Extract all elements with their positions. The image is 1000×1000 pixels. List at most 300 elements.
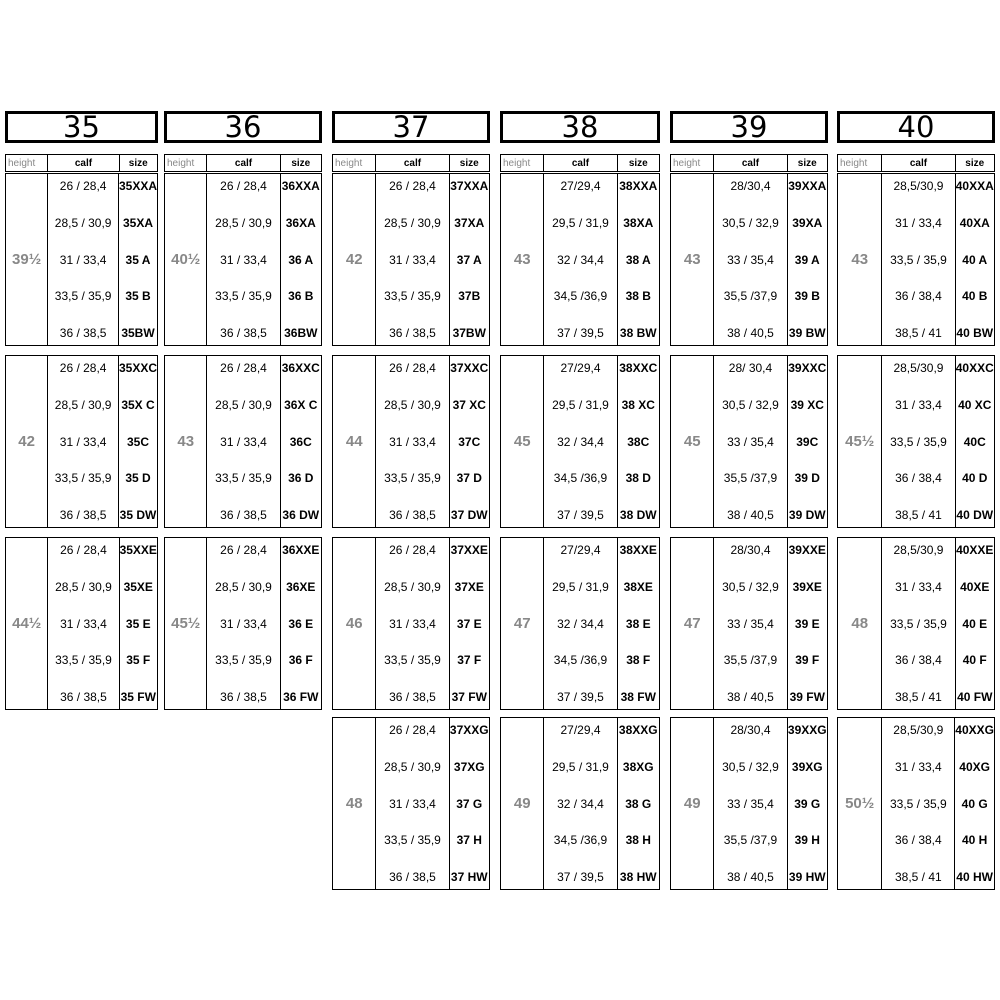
- height-value: 43: [513, 251, 531, 268]
- size-value: 37 G: [456, 796, 483, 811]
- calf-value: 30,5 / 32,9: [722, 215, 779, 230]
- size-list: [617, 718, 659, 889]
- calf-value: 31 / 33,4: [894, 759, 942, 774]
- size-value: 37 D: [456, 471, 482, 486]
- size-list: [787, 718, 827, 889]
- size-list: [787, 538, 827, 709]
- calf-value: 28,5 / 30,9: [384, 579, 441, 594]
- height-value: 46: [345, 615, 363, 632]
- calf-value: 28,5 / 30,9: [54, 215, 112, 230]
- size-value: 35C: [126, 434, 149, 449]
- size-block: [332, 173, 490, 346]
- size-list: [119, 538, 158, 709]
- calf-value: 31 / 33,4: [59, 252, 107, 267]
- calf-value: 29,5 / 31,9: [552, 215, 609, 230]
- calf-value: 26 / 28,4: [220, 179, 267, 193]
- size-value: 36 F: [288, 653, 313, 668]
- height-value: 47: [513, 615, 531, 632]
- size-value: 39XE: [792, 579, 822, 594]
- calf-value: 33,5 / 35,9: [215, 471, 272, 486]
- size-value: 38 XC: [621, 397, 655, 412]
- size-value: 36 A: [288, 252, 314, 267]
- size-value: 37C: [458, 434, 481, 449]
- size-value: 35 FW: [120, 690, 156, 704]
- size-block: [670, 537, 828, 710]
- size-block: [500, 717, 660, 890]
- size-value: 35 B: [125, 289, 151, 304]
- calf-value: 36 / 38,4: [895, 653, 942, 668]
- size-block: [164, 537, 322, 710]
- calf-value: 30,5 / 32,9: [722, 397, 779, 412]
- calf-value: 31 / 33,4: [389, 252, 436, 267]
- size-value: 38XXG: [618, 723, 658, 737]
- size-block: [5, 537, 158, 710]
- size-list: [280, 174, 321, 345]
- height-value: 44½: [12, 615, 42, 632]
- size-value: 39XXA: [788, 179, 827, 193]
- calf-list: [375, 174, 448, 345]
- size-value: 39 FW: [789, 690, 825, 704]
- calf-value: 38,5 / 41: [895, 508, 942, 522]
- calf-value: 38 / 40,5: [727, 870, 774, 884]
- height-value: 48: [345, 795, 363, 812]
- calf-value: 33,5 / 35,9: [215, 289, 272, 304]
- size-value: 38 H: [625, 833, 651, 848]
- calf-value: 31 / 33,4: [389, 616, 436, 631]
- header-calf-label: calf: [713, 155, 786, 171]
- calf-value: 36 / 38,4: [895, 471, 942, 486]
- size-value: 37 HW: [450, 870, 488, 884]
- calf-value: 32 / 34,4: [557, 434, 604, 449]
- calf-value: 38,5 / 41: [895, 690, 942, 704]
- size-value: 40 XC: [958, 397, 992, 412]
- size-column: [5, 0, 158, 1000]
- calf-list: [206, 356, 279, 527]
- calf-value: 38 / 40,5: [727, 508, 774, 522]
- size-value: 39 B: [794, 289, 820, 304]
- calf-value: 28,5/30,9: [893, 543, 944, 557]
- size-list: [955, 356, 995, 527]
- calf-value: 30,5 / 32,9: [722, 579, 779, 594]
- size-value: 38XXE: [619, 543, 657, 557]
- calf-value: 27/29,4: [560, 361, 601, 375]
- calf-value: 36 / 38,5: [59, 508, 107, 522]
- size-value: 37XXE: [450, 543, 488, 557]
- calf-list: [375, 718, 448, 889]
- calf-value: 36 / 38,5: [389, 326, 436, 340]
- size-value: 35BW: [121, 326, 155, 340]
- calf-value: 36 / 38,5: [220, 326, 267, 340]
- calf-list: [881, 538, 954, 709]
- size-column: [332, 0, 490, 1000]
- size-list: [954, 718, 994, 889]
- calf-value: 27/29,4: [560, 543, 601, 557]
- calf-value: 36 / 38,5: [389, 690, 436, 704]
- calf-value: 29,5 / 31,9: [552, 579, 609, 594]
- size-value: 40XG: [959, 759, 990, 774]
- size-block: [500, 173, 660, 346]
- calf-value: 31 / 33,4: [389, 434, 436, 449]
- size-list: [280, 538, 321, 709]
- size-value: 37XA: [454, 215, 485, 230]
- column-header-row: [500, 154, 660, 172]
- size-value: 39 D: [794, 471, 820, 486]
- size-value: 36C: [289, 434, 312, 449]
- size-value: 40XXG: [955, 723, 994, 737]
- header-height-label: height: [840, 157, 868, 169]
- calf-value: 33 / 35,4: [727, 796, 774, 811]
- calf-value: 33 / 35,4: [727, 252, 774, 267]
- size-list: [617, 174, 659, 345]
- height-value: 45: [513, 433, 531, 450]
- header-size-label: size: [119, 155, 157, 171]
- size-value: 36XXC: [281, 361, 320, 375]
- size-column: [164, 0, 322, 1000]
- calf-list: [47, 174, 118, 345]
- column-header-row: [332, 154, 490, 172]
- calf-list: [543, 174, 616, 345]
- calf-value: 28,5 / 30,9: [384, 759, 441, 774]
- size-value: 40 G: [961, 796, 988, 811]
- size-block: [5, 173, 158, 346]
- size-value: 38XE: [623, 579, 653, 594]
- calf-value: 33,5 / 35,9: [384, 833, 441, 848]
- size-value: 38 BW: [619, 326, 657, 340]
- height-value: 49: [683, 795, 701, 812]
- calf-value: 36 / 38,4: [894, 833, 942, 848]
- size-value: 35XA: [122, 215, 154, 230]
- calf-value: 27/29,4: [560, 723, 601, 737]
- calf-list: [881, 174, 954, 345]
- calf-value: 37 / 39,5: [557, 690, 604, 704]
- size-value: 36 DW: [282, 508, 320, 522]
- calf-value: 35,5 /37,9: [723, 833, 778, 848]
- calf-list: [206, 174, 279, 345]
- size-value: 40 FW: [957, 690, 993, 704]
- size-value: 38XG: [622, 759, 654, 774]
- calf-value: 36 / 38,5: [60, 690, 107, 704]
- calf-list: [47, 356, 118, 527]
- size-value: 38 FW: [620, 690, 656, 704]
- header-calf-label: calf: [47, 155, 118, 171]
- size-column: [837, 0, 995, 1000]
- size-value: 37BW: [452, 326, 486, 340]
- calf-value: 33,5 / 35,9: [54, 289, 112, 304]
- size-value: 35 F: [126, 653, 151, 668]
- size-block: [332, 355, 490, 528]
- size-value: 39 E: [794, 616, 820, 631]
- calf-value: 28/30,4: [730, 723, 771, 737]
- size-value: 39XG: [791, 759, 823, 774]
- size-list: [617, 356, 659, 527]
- calf-list: [713, 174, 786, 345]
- calf-value: 31 / 33,4: [59, 434, 107, 449]
- size-value: 38 DW: [619, 508, 657, 522]
- calf-value: 35,5 /37,9: [723, 653, 778, 668]
- calf-list: [713, 538, 786, 709]
- size-block: [670, 173, 828, 346]
- calf-value: 28,5/30,9: [893, 361, 944, 375]
- calf-value: 37 / 39,5: [557, 508, 604, 522]
- size-value: 39XXG: [787, 723, 827, 737]
- calf-value: 26 / 28,4: [59, 361, 107, 375]
- size-list: [787, 356, 827, 527]
- calf-value: 37 / 39,5: [557, 870, 604, 884]
- calf-value: 31 / 33,4: [220, 252, 267, 267]
- size-value: 39XA: [792, 215, 823, 230]
- calf-value: 38,5 / 41: [895, 326, 942, 340]
- height-value: 43: [683, 251, 701, 268]
- calf-value: 32 / 34,4: [557, 252, 604, 267]
- size-value: 37XXC: [450, 361, 489, 375]
- size-value: 38XA: [623, 215, 654, 230]
- calf-value: 34,5 /36,9: [553, 833, 608, 848]
- calf-value: 31 / 33,4: [220, 616, 267, 631]
- size-list: [280, 356, 321, 527]
- height-value: 47: [683, 615, 701, 632]
- calf-value: 34,5 /36,9: [553, 471, 608, 486]
- size-value: 39 A: [794, 252, 820, 267]
- size-value: 37 E: [456, 616, 482, 631]
- calf-value: 28,5/30,9: [893, 179, 944, 193]
- calf-value: 36 / 38,5: [389, 870, 436, 884]
- calf-value: 28/30,4: [730, 179, 771, 193]
- size-block: [332, 537, 490, 710]
- size-value: 38 A: [625, 252, 651, 267]
- calf-value: 36 / 38,5: [389, 508, 436, 522]
- size-list: [955, 538, 995, 709]
- calf-value: 26 / 28,4: [389, 179, 436, 193]
- size-value: 37 XC: [452, 397, 486, 412]
- calf-value: 28/ 30,4: [728, 361, 773, 375]
- calf-value: 28,5 / 30,9: [384, 397, 441, 412]
- size-block: [837, 173, 995, 346]
- size-value: 39 G: [794, 796, 821, 811]
- size-list: [617, 538, 659, 709]
- header-size-label: size: [955, 155, 995, 171]
- size-column: [670, 0, 828, 1000]
- calf-value: 33,5 / 35,9: [384, 471, 441, 486]
- header-calf-label: calf: [543, 155, 616, 171]
- calf-value: 31 / 33,4: [895, 579, 942, 594]
- size-value: 38 E: [625, 616, 651, 631]
- size-value: 37XE: [454, 579, 484, 594]
- calf-value: 31 / 33,4: [60, 616, 107, 631]
- size-list: [118, 356, 157, 527]
- calf-value: 33,5 / 35,9: [54, 471, 112, 486]
- calf-value: 28,5 / 30,9: [54, 397, 112, 412]
- size-value: 39 BW: [788, 326, 826, 340]
- calf-list: [881, 356, 954, 527]
- height-value: 44: [345, 433, 363, 450]
- calf-list: [206, 538, 279, 709]
- calf-value: 30,5 / 32,9: [722, 759, 779, 774]
- size-value: 40 B: [962, 289, 988, 304]
- calf-value: 33,5 / 35,9: [55, 653, 112, 668]
- calf-value: 28,5 / 30,9: [215, 397, 272, 412]
- size-value: 39 DW: [788, 508, 826, 522]
- size-value: 40 HW: [956, 870, 993, 884]
- size-value: 36 FW: [283, 690, 319, 704]
- height-value: 40½: [171, 251, 201, 268]
- calf-value: 28,5/30,9: [893, 723, 944, 737]
- header-height-label: height: [8, 157, 36, 169]
- size-value: 38C: [627, 434, 650, 449]
- calf-value: 26 / 28,4: [389, 543, 436, 557]
- size-value: 36X C: [284, 397, 318, 412]
- size-value: 36 E: [288, 616, 314, 631]
- size-value: 36 D: [288, 471, 314, 486]
- size-value: 36 B: [288, 289, 314, 304]
- calf-value: 36 / 38,5: [220, 508, 267, 522]
- size-value: 39C: [796, 434, 819, 449]
- calf-list: [543, 718, 616, 889]
- calf-list: [375, 538, 448, 709]
- calf-value: 36 / 38,5: [220, 690, 267, 704]
- size-value: 37 H: [456, 833, 482, 848]
- size-value: 40 A: [962, 252, 988, 267]
- calf-value: 31 / 33,4: [389, 796, 436, 811]
- calf-value: 36 / 38,5: [59, 326, 107, 340]
- calf-value: 35,5 /37,9: [723, 289, 778, 304]
- size-value: 39 HW: [788, 870, 826, 884]
- size-value: 38 G: [625, 796, 652, 811]
- calf-list: [375, 356, 448, 527]
- calf-value: 37 / 39,5: [557, 326, 604, 340]
- calf-value: 26 / 28,4: [389, 361, 436, 375]
- header-calf-label: calf: [375, 155, 448, 171]
- calf-list: [713, 356, 786, 527]
- size-block: [332, 717, 490, 890]
- height-value: 45: [683, 433, 701, 450]
- header-height-label: height: [673, 157, 701, 169]
- calf-list: [543, 356, 616, 527]
- size-value: 35X C: [121, 397, 155, 412]
- size-block: [837, 717, 995, 890]
- size-value: 40XA: [959, 215, 990, 230]
- calf-value: 28,5 / 30,9: [215, 579, 272, 594]
- calf-value: 33,5 / 35,9: [384, 289, 441, 304]
- calf-value: 26 / 28,4: [220, 543, 267, 557]
- column-title: 40: [837, 111, 995, 143]
- calf-value: 33,5 / 35,9: [889, 796, 947, 811]
- size-list: [449, 538, 489, 709]
- size-value: 40XXE: [956, 543, 994, 557]
- calf-value: 28/30,4: [730, 543, 771, 557]
- height-value: 43: [177, 433, 195, 450]
- size-value: 36BW: [284, 326, 318, 340]
- height-value: 48: [851, 615, 869, 632]
- size-block: [670, 717, 828, 890]
- height-value: 49: [513, 795, 531, 812]
- size-value: 35 E: [125, 616, 151, 631]
- calf-value: 33,5 / 35,9: [890, 434, 947, 449]
- column-title: 37: [332, 111, 490, 143]
- size-value: 35 A: [125, 252, 151, 267]
- calf-value: 38 / 40,5: [727, 690, 774, 704]
- size-block: [500, 355, 660, 528]
- calf-value: 31 / 33,4: [220, 434, 267, 449]
- calf-value: 34,5 /36,9: [553, 289, 608, 304]
- size-block: [500, 537, 660, 710]
- calf-value: 33,5 / 35,9: [890, 252, 947, 267]
- size-value: 39 H: [794, 833, 820, 848]
- height-value: 42: [18, 433, 35, 450]
- size-value: 40 E: [962, 616, 988, 631]
- height-value: 42: [345, 251, 363, 268]
- size-value: 40 H: [961, 833, 988, 848]
- size-value: 35XXC: [119, 361, 158, 375]
- size-value: 40 F: [962, 653, 987, 668]
- calf-value: 33,5 / 35,9: [890, 616, 947, 631]
- header-height-label: height: [335, 157, 363, 169]
- size-value: 40 BW: [956, 326, 994, 340]
- size-value: 36XA: [285, 215, 316, 230]
- calf-value: 33,5 / 35,9: [215, 653, 272, 668]
- header-calf-label: calf: [206, 155, 279, 171]
- height-value: 39½: [12, 251, 42, 268]
- calf-value: 26 / 28,4: [60, 543, 107, 557]
- size-value: 38XXA: [619, 179, 658, 193]
- calf-value: 38,5 / 41: [894, 870, 942, 884]
- size-value: 39XXC: [788, 361, 827, 375]
- calf-value: 32 / 34,4: [557, 616, 604, 631]
- size-value: 40 D: [962, 471, 988, 486]
- size-list: [449, 356, 489, 527]
- size-block: [837, 355, 995, 528]
- size-value: 37 F: [457, 653, 482, 668]
- size-value: 35 D: [125, 471, 151, 486]
- calf-list: [47, 538, 118, 709]
- calf-value: 35,5 /37,9: [723, 471, 778, 486]
- calf-value: 29,5 / 31,9: [552, 759, 609, 774]
- height-value: 50½: [845, 795, 875, 812]
- calf-value: 33 / 35,4: [727, 434, 774, 449]
- size-block: [164, 173, 322, 346]
- calf-value: 28,5 / 30,9: [384, 215, 441, 230]
- calf-value: 26 / 28,4: [59, 179, 107, 193]
- size-value: 38 D: [625, 471, 651, 486]
- size-block: [164, 355, 322, 528]
- header-size-label: size: [280, 155, 321, 171]
- size-value: 35XXA: [119, 179, 158, 193]
- calf-list: [543, 538, 616, 709]
- calf-value: 28,5 / 30,9: [55, 579, 112, 594]
- header-calf-label: calf: [881, 155, 954, 171]
- calf-value: 31 / 33,4: [895, 397, 942, 412]
- size-list: [449, 174, 489, 345]
- column-title: 39: [670, 111, 828, 143]
- size-value: 35XXE: [119, 543, 157, 557]
- column-header-row: [670, 154, 828, 172]
- calf-list: [713, 718, 786, 889]
- size-block: [5, 355, 158, 528]
- size-list: [118, 174, 157, 345]
- calf-value: 38 / 40,5: [727, 326, 774, 340]
- size-list: [787, 174, 827, 345]
- size-value: 37 FW: [451, 690, 487, 704]
- size-value: 39 XC: [790, 397, 824, 412]
- header-size-label: size: [617, 155, 659, 171]
- column-header-row: [837, 154, 995, 172]
- size-column: [500, 0, 660, 1000]
- size-value: 38 B: [625, 289, 651, 304]
- calf-list: [881, 718, 954, 889]
- size-value: 40XE: [960, 579, 990, 594]
- calf-value: 33,5 / 35,9: [384, 653, 441, 668]
- size-value: 37XXA: [450, 179, 489, 193]
- calf-value: 32 / 34,4: [557, 796, 604, 811]
